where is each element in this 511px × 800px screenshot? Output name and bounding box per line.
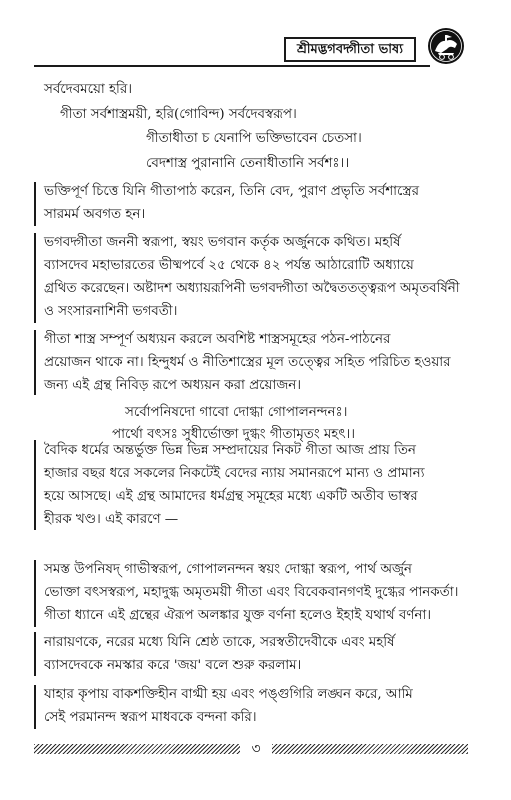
chariot-emblem-icon [426, 26, 466, 66]
text-line: গীতা শাস্ত্র সম্পূর্ণ অধ্যয়ন করলে অবশিষ্ট শাস্ত্রসমূহের পঠন-পাঠনের [44, 332, 391, 347]
paragraph-rule [34, 560, 36, 627]
text-line: গীতা ধ্যানে এই গ্রন্থের ঐরূপ অলঙ্কার যুক্ত বর্ণনা হলেও ইহাই যথার্থ বর্ণনা। [44, 608, 432, 623]
footer-ornament-left [34, 744, 240, 754]
paragraph-rule [34, 440, 36, 530]
paragraph-rule [34, 685, 36, 729]
text-line: নারায়ণকে, নরের মধ্যে যিনি শ্রেষ্ঠ তাকে, সরস্বতীদেবীকে এবং মহর্ষি [44, 635, 395, 650]
running-header-title: শ্রীমদ্ভগবদ্গীতা ভাষ্য [284, 37, 416, 62]
text-line: সমস্ত উপনিষদ্ গাভীস্বরূপ, গোপালনন্দন স্বয়ং দোগ্ধা স্বরূপ, পার্থ অর্জুন [44, 562, 412, 577]
text-line: যাহার কৃপায় বাকশক্তিহীন বাগ্মী হয় এবং পঙ্গুগিরি লঙ্ঘন করে, আমি [44, 687, 413, 702]
text-line: জন্য এই গ্রন্থ নিবিড় রূপে অধ্যয়ন করা প্রয়োজন। [44, 378, 302, 393]
footer-ornament-right [272, 744, 468, 754]
paragraph-rule [34, 182, 36, 226]
paragraph-rule [34, 632, 36, 676]
text-line: ব্যাসদেবকে নমস্কার করে 'জয়' বলে শুরু করলাম। [44, 658, 302, 673]
paragraph-rule [34, 233, 36, 323]
text-line: হাজার বছর ধরে সকলের নিকটেই বেদের ন্যায় সমানরূপে মান্য ও প্রামান্য [44, 466, 425, 481]
verse-line: বেদশাস্ত্র পুরানানি তেনাধীতানি সর্বশঃ।। [146, 156, 350, 171]
text-line: হয়ে আসছে। এই গ্রন্থ আমাদের ধর্মগ্রন্থ সমূহের মধ্যে একটি অতীব ভাস্বর [44, 489, 418, 504]
verse-line: পার্থো বৎসঃ সুধীর্ভোক্তা দুগ্ধং গীতামৃতং মহৎ।। [112, 427, 356, 442]
text-line: ও সংসারনাশিনী ভগবতী। [44, 304, 178, 319]
text-line: ভগবদ্গীতা জননী স্বরূপা, স্বয়ং ভগবান কর্তৃক অর্জুনকে কথিত। মহর্ষি [44, 235, 401, 250]
header-rule [34, 65, 430, 67]
text-line: সর্বদেবময়ো হরি। [44, 82, 133, 97]
verse-line: সর্বোপনিষদো গাবো দোগ্ধা গোপালনন্দনঃ। [125, 405, 348, 420]
text-line: গ্রথিত করেছেন। অষ্টাদশ অধ্যায়রূপিনী ভগবদ্গীতা অদ্বৈততত্ত্বরূপ অমৃতবর্ষিনী [44, 281, 460, 296]
page-number: ৩ [251, 741, 261, 757]
verse-line: গীতাধীতা চ যেনাপি ভক্তিভাবেন চেতসা। [146, 131, 362, 146]
text-line: প্রয়োজন থাকে না। হিন্দুধর্ম ও নীতিশাস্ত্রের মূল তত্ত্বের সহিত পরিচিত হওয়ার [44, 355, 451, 370]
text-line: ভোক্তা বৎসস্বরূপ, মহাদুগ্ধ অমৃতময়ী গীতা এবং বিবেকবানগণই দুগ্ধের পানকর্তা। [44, 585, 459, 600]
paragraph-rule [34, 330, 36, 395]
text-line: সারমর্ম অবগত হন। [44, 207, 146, 222]
text-line: হীরক খণ্ড। এই কারণে — [44, 512, 179, 527]
text-line: গীতা সর্বশাস্ত্রময়ী, হরি(গোবিন্দ) সর্বদেবস্বরূপ। [60, 107, 297, 122]
text-line: বৈদিক ধর্মের অন্তর্ভুক্ত ভিন্ন ভিন্ন সম্প্রদায়ের নিকট গীতা আজ প্রায় তিন [44, 443, 416, 458]
text-line: ব্যাসদেব মহাভারতের ভীষ্মপর্বে ২৫ থেকে ৪২ পর্যন্ত আঠারোটি অধ্যায়ে [44, 258, 414, 273]
text-line: সেই পরমানন্দ স্বরূপ মাধবকে বন্দনা করি। [44, 710, 257, 725]
text-line: ভক্তিপূর্ণ চিত্তে যিনি গীতাপাঠ করেন, তিনি বেদ, পুরাণ প্রভৃতি সর্বশাস্ত্রের [44, 184, 419, 199]
